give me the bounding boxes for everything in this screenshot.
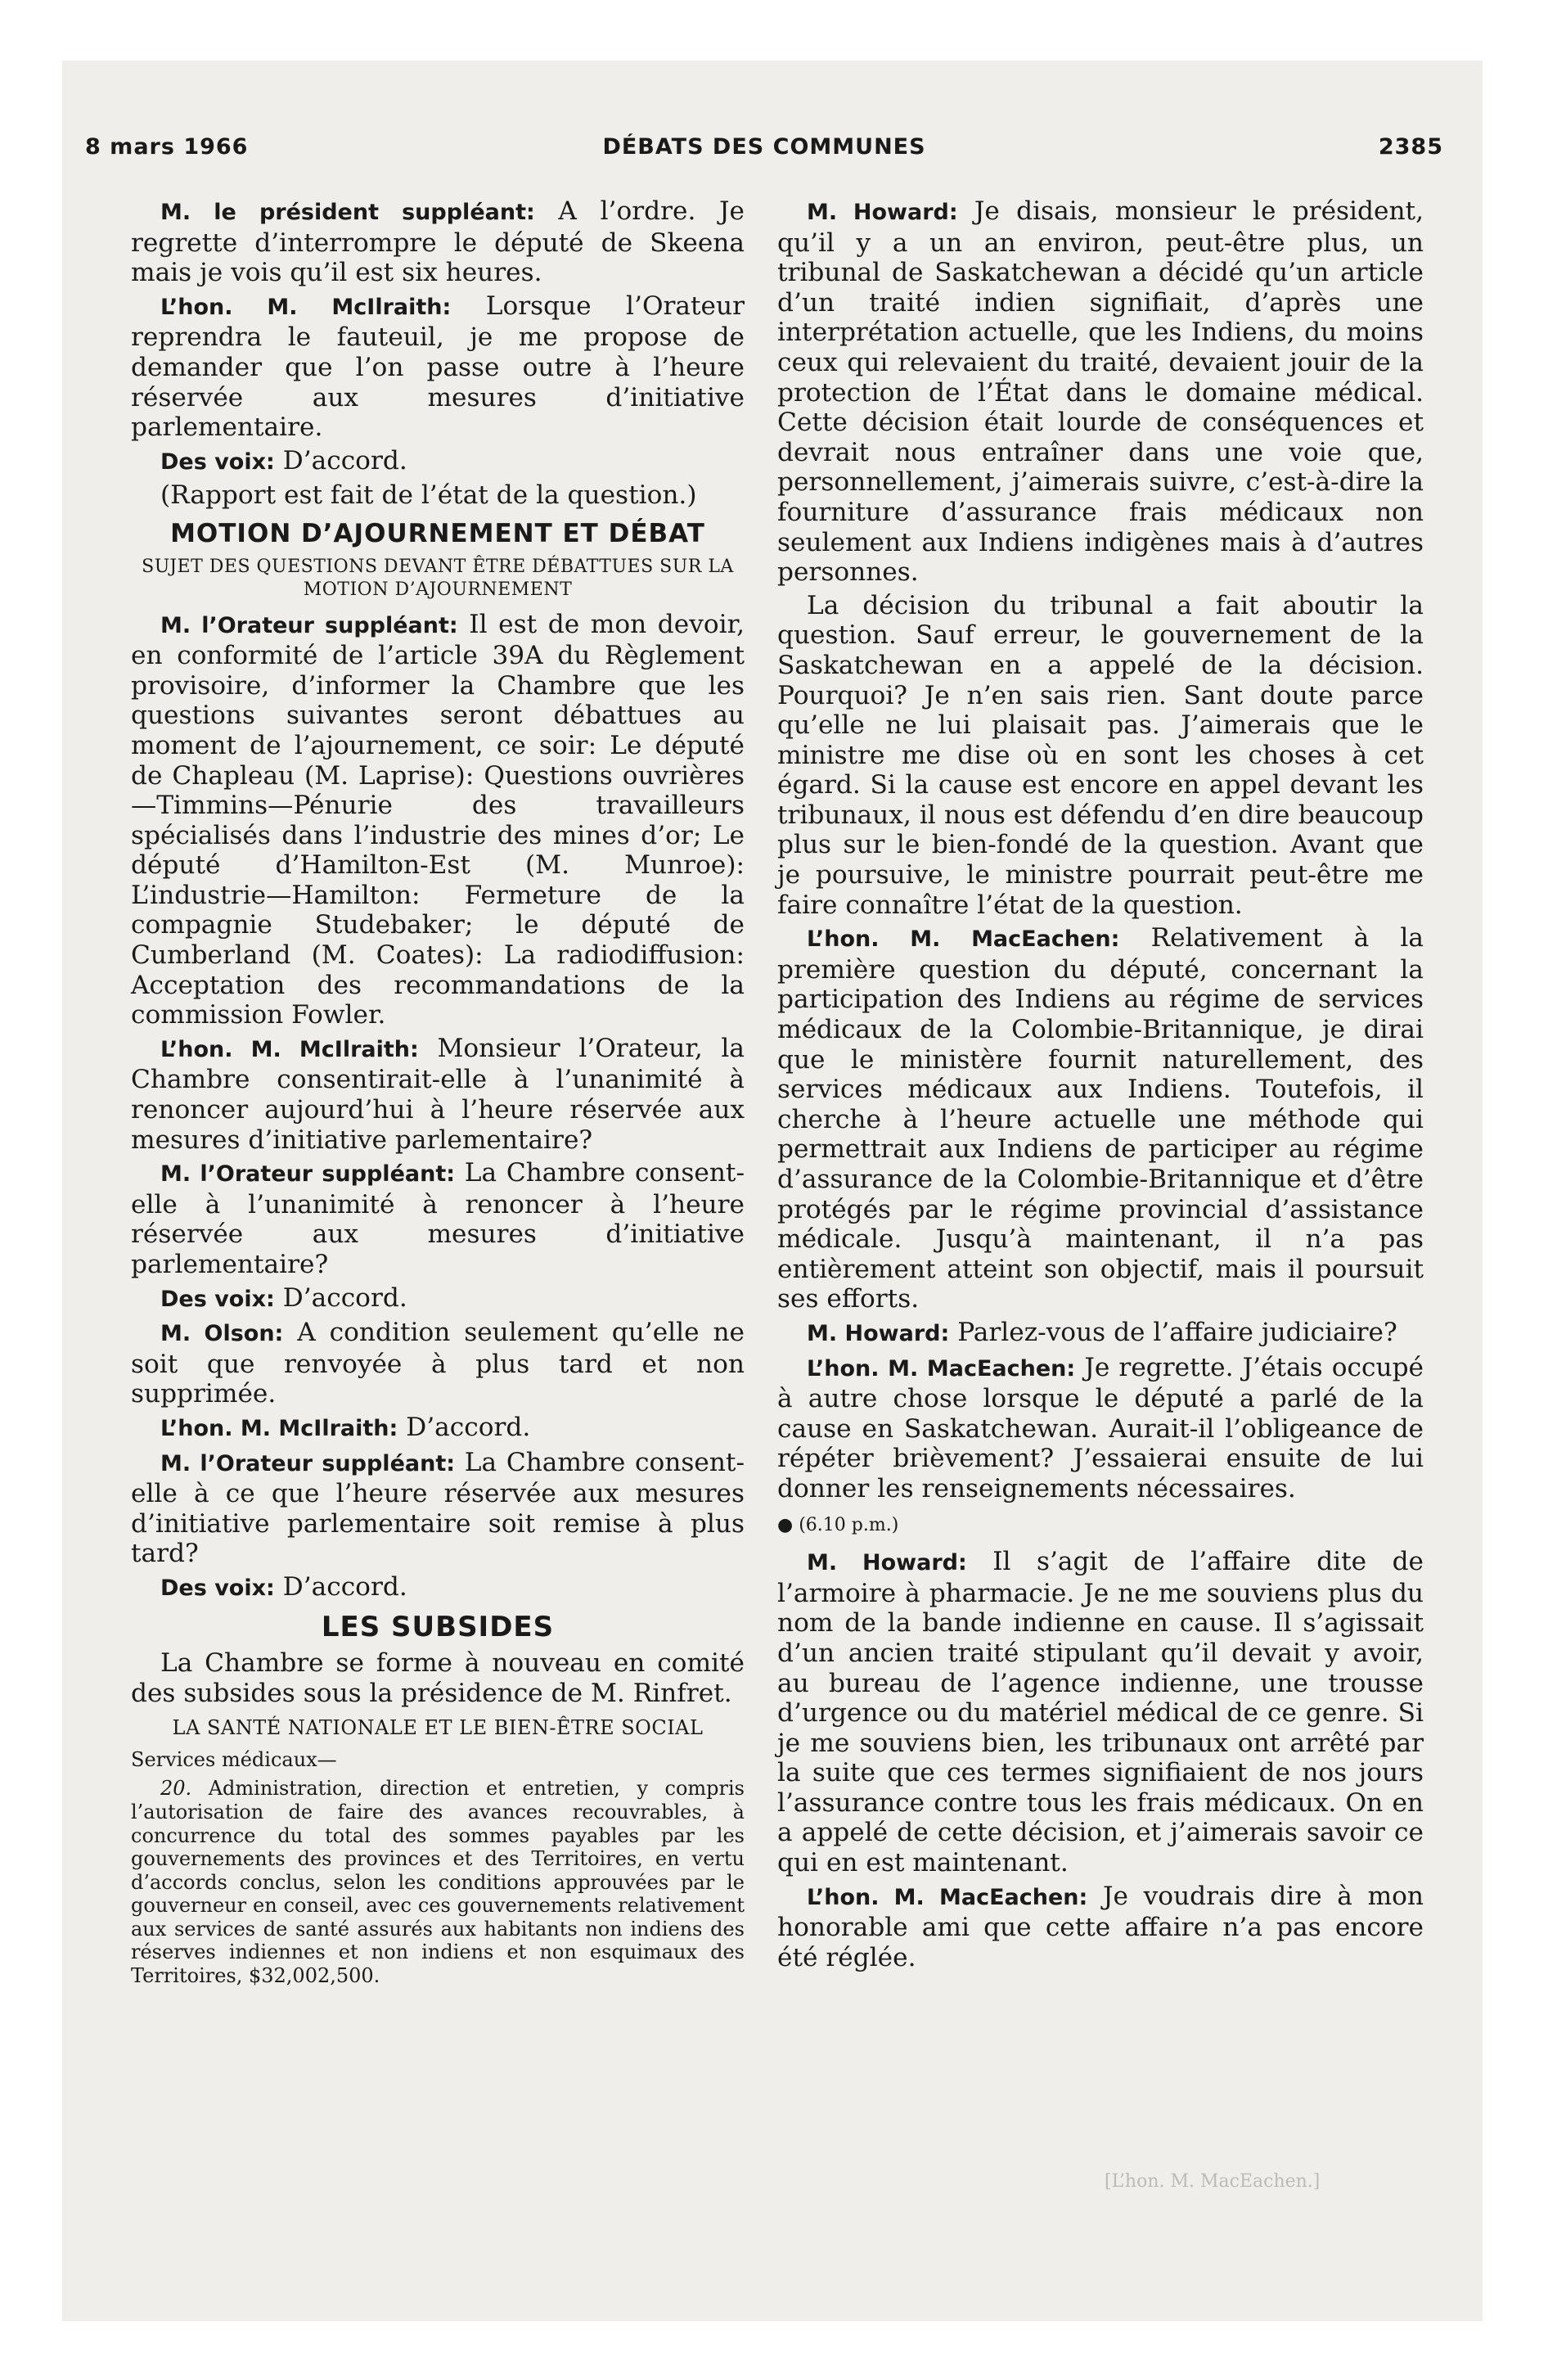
speaker-name: M. le président suppléant: xyxy=(160,200,535,225)
speech-text: A condition seulement qu’elle ne soit que renvoyée à plus tard et non supprimée. xyxy=(131,1318,745,1409)
paragraph xyxy=(777,1353,1424,1504)
vote-text: Administration, direction et entretien, y compris l’autorisation de faire des avances recouvrables, à concurrence du total des sommes payables par les gouvernements des provinces et des Territoires, en vertu d’accords conclus, selon les conditions approuvées par le gouverneur en conseil, avec ces gouvernements relativement aux services de santé assurés aux habitants non indiens des réserves indiennes et non indiens et non esquimaux des Territoires, $32,002,500. xyxy=(131,1777,745,1988)
page-header xyxy=(85,134,1443,167)
time-stamp-text: (6.10 p.m.) xyxy=(799,1514,899,1535)
speech-text: D’accord. xyxy=(282,1282,407,1313)
speech-text: Je regrette. J’étais occupé à autre chose lorsque le député a parlé de la cause en Saskatchewan. Aurait-il l’obligeance de répéter brièvement? J’essaierai ensuite de lui donner les renseignements nécessaires. xyxy=(777,1352,1424,1503)
paragraph xyxy=(131,1318,745,1409)
speaker-name: M. Howard: xyxy=(807,1550,967,1576)
speaker-name: Des voix: xyxy=(160,1286,275,1312)
vote-number: 20. xyxy=(160,1777,192,1801)
speech-text: D’accord. xyxy=(406,1412,531,1442)
footer-note: [L’hon. M. MacEachen.] xyxy=(1105,2171,1321,2192)
paragraph xyxy=(131,291,745,443)
speaker-name: M. Howard: xyxy=(807,1320,950,1346)
speech-text: D’accord. xyxy=(282,445,407,476)
paragraph xyxy=(777,1547,1424,1878)
speech-text: Je disais, monsieur le président, qu’il y a un an environ, peut-être plus, un tribunal de Saskatchewan a décidé qu’un article d’un traité indien signifiait, d’après une interprétation actuelle, que les Indiens, du moins ceux qui relevaient du traité, devaient jouir de la protection de l’État dans le domaine médical. Cette décision était lourde de conséquences et devrait nous entraîner dans une voie que, personnellement, j’aimerais suivre, c’est-à-dire la fourniture d’assurance frais médicaux non seulement aux Indiens indigènes mais à d’autres personnes. xyxy=(777,196,1424,588)
speaker-name: M. l’Orateur suppléant: xyxy=(160,612,458,638)
right-column xyxy=(777,196,1424,1976)
paragraph: La décision du tribunal a fait aboutir la question. Sauf erreur, le gouvernement de la Saskatchewan en a appelé de la décision. Pourquoi? Je n’en sais rien. Sant doute parce qu’elle ne lui plaisait pas. J’aimerais que le ministre me dise où en sont les choses à cet égard. Si la cause est encore en appel devant les tribunaux, il nous est défendu d’en dire beaucoup plus sur le bien-fondé de la question. Avant que je poursuive, le ministre pourrait peut-être me faire connaître l’état de la question. xyxy=(777,590,1424,920)
vote-item-title: Services médicaux— xyxy=(131,1748,337,1772)
speech-text: Lorsque l’Orateur reprendra le fauteuil, je me propose de demander que l’on passe outre à l’heure réservée aux mesures d’initiative parlementaire. xyxy=(131,291,745,443)
speech-text: Relativement à la première question du député, concernant la participation des Indiens au régime de services médicaux de la Colombie-Britannique, je dirai que le ministère fournit naturellement, des services médicaux aux Indiens. Toutefois, il cherche à l’heure actuelle une méthode qui permettrait aux Indiens de participer au régime d’assurance de la Colombie-Britannique et d’être protégés par le régime provincial d’assistance médicale. Jusqu’à maintenant, il n’a pas entièrement atteint son objectif, mais il poursuit ses efforts. xyxy=(777,923,1424,1314)
speaker-name: M. l’Orateur suppléant: xyxy=(160,1161,456,1188)
paragraph xyxy=(131,1413,745,1445)
bullet-icon: ● xyxy=(777,1514,794,1535)
speech-text: Il s’agit de l’affaire dite de l’armoire à pharmacie. Je ne me souviens plus du nom de la bande indienne en cause. Il s’agissait d’un ancien traité stipulant qu’il devait y avoir, au bureau de l’agence indienne, une trousse d’urgence ou du matériel médical de ce genre. Si je me souviens bien, les tribunaux ont arrêté par la suite que ces termes signifiaient de nos jours l’assurance contre tous les frais médicaux. On en a appelé de cette décision, et j’aimerais savoir ce qui en est maintenant. xyxy=(777,1547,1424,1878)
speaker-name: M. Olson: xyxy=(160,1321,284,1347)
vote-item xyxy=(131,1777,745,1987)
procedural-note: (Rapport est fait de l’état de la question.) xyxy=(160,480,697,511)
speaker-name: L’hon. M. McIlraith: xyxy=(160,1415,398,1441)
section-heading: LES SUBSIDES xyxy=(321,1610,555,1643)
paragraph xyxy=(777,1318,1424,1350)
section-subheading: SUJET DES QUESTIONS DEVANT ÊTRE DÉBATTUES SUR LA MOTION D’AJOURNEMENT xyxy=(142,556,734,600)
header-title: DÉBATS DES COMMUNES xyxy=(602,134,926,160)
paragraph xyxy=(131,1283,745,1315)
paragraph: La Chambre se forme à nouveau en comité des subsides sous la présidence de M. Rinfret. xyxy=(131,1648,745,1708)
header-page-number: 2385 xyxy=(1378,134,1443,160)
speaker-name: Des voix: xyxy=(160,449,275,475)
paragraph xyxy=(131,610,745,1030)
department-heading: LA SANTÉ NATIONALE ET LE BIEN-ÊTRE SOCIAL xyxy=(172,1716,704,1740)
paragraph xyxy=(131,1158,745,1279)
speech-text: Monsieur l’Orateur, la Chambre consentirait-elle à l’unanimité à renoncer aujourd’hui à l’heure réservée aux mesures d’initiative parlementaire? xyxy=(131,1033,745,1155)
speech-text: Je voudrais dire à mon honorable ami que cette affaire n’a pas encore été réglée. xyxy=(777,1881,1424,1972)
paragraph xyxy=(777,923,1424,1314)
speaker-name: L’hon. M. McIlraith: xyxy=(160,294,452,320)
header-date: 8 mars 1966 xyxy=(85,134,249,160)
speaker-name: M. Howard: xyxy=(807,200,958,225)
speech-text: Parlez-vous de l’affaire judiciaire? xyxy=(957,1317,1397,1347)
speaker-name: L’hon. M. MacEachen: xyxy=(807,1355,1076,1382)
left-column xyxy=(131,196,745,1988)
paragraph xyxy=(131,446,745,478)
speech-text: A l’ordre. Je regrette d’interrompre le député de Skeena mais je vois qu’il est six heures. xyxy=(131,196,745,288)
section-heading: MOTION D’AJOURNEMENT ET DÉBAT xyxy=(170,518,705,548)
speech-text: La Chambre consent-elle à l’unanimité à renoncer à l’heure réservée aux mesures d’initiative parlementaire? xyxy=(131,1158,745,1279)
speaker-name: M. l’Orateur suppléant: xyxy=(160,1450,456,1476)
speaker-name: L’hon. M. MacEachen: xyxy=(807,926,1120,953)
paragraph xyxy=(777,196,1424,588)
speech-text: La Chambre consent-elle à ce que l’heure réservée aux mesures d’initiative parlementaire soit remise à plus tard? xyxy=(131,1447,745,1569)
paragraph xyxy=(131,1448,745,1569)
paragraph xyxy=(777,1882,1424,1973)
speaker-name: L’hon. M. MacEachen: xyxy=(807,1884,1088,1910)
time-stamp xyxy=(777,1511,1424,1541)
speech-text: D’accord. xyxy=(282,1571,407,1602)
paragraph xyxy=(131,1034,745,1155)
speech-text: Il est de mon devoir, en conformité de l’article 39A du Règlement provisoire, d’informer la Chambre que les questions suivantes seront débattues au moment de l’ajournement, ce soir: Le député de Chapleau (M. Laprise): Questions ouvrières—Timmins—Pénurie des travailleurs spécialisés dans l’industrie des mines d’or; Le député d’Hamilton-Est (M. Munroe): L’industrie—Hamilton: Fermeture de la compagnie Studebaker; le député de Cumberland (M. Coates): La radiodiffusion: Acceptation des recommandations de la commission Fowler. xyxy=(131,609,745,1030)
paragraph xyxy=(131,196,745,288)
paragraph xyxy=(131,1572,745,1604)
speaker-name: L’hon. M. McIlraith: xyxy=(160,1036,419,1062)
speaker-name: Des voix: xyxy=(160,1575,275,1601)
